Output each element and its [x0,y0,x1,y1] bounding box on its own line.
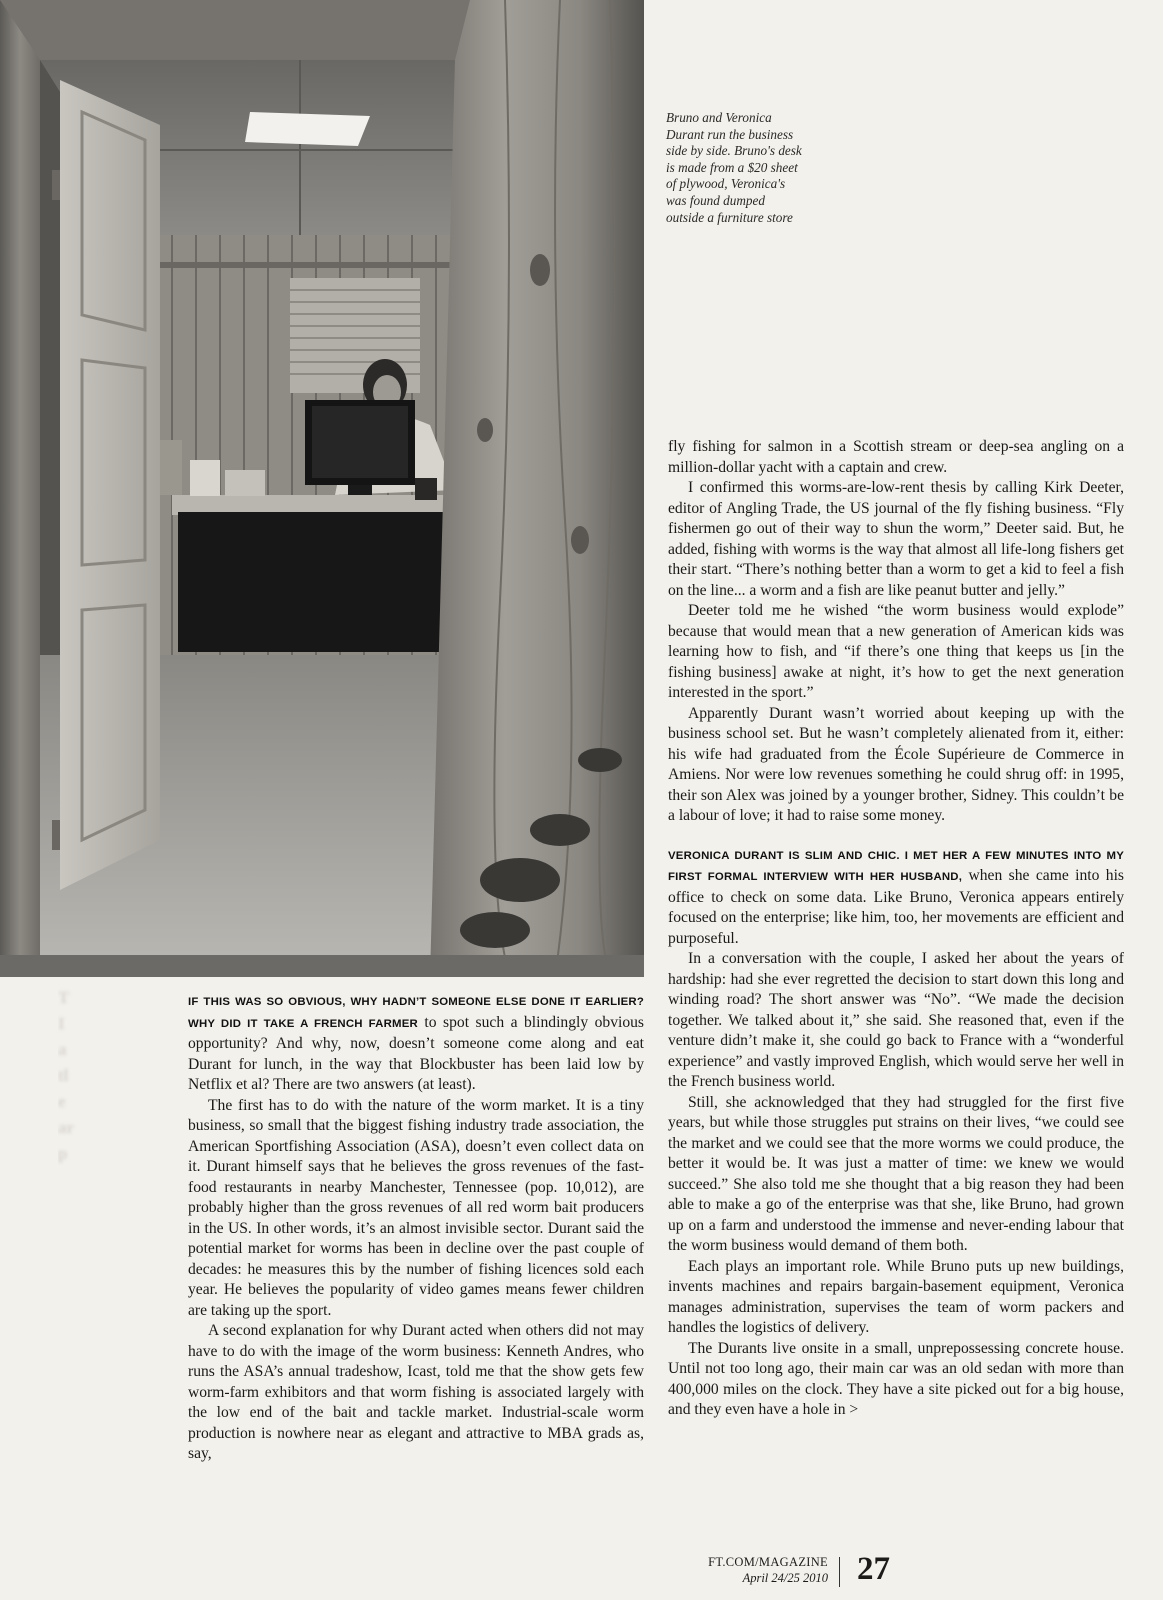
footer-divider [839,1557,840,1587]
footer-issue-date: April 24/25 2010 [742,1571,828,1585]
bleed-line: ar [58,1118,75,1137]
facing-page-bleed [58,985,168,1165]
caption-line: side by side. Bruno's desk [666,143,802,159]
paragraph: Deeter told me he wished “the worm business would explode” because that would mean that a new generation of American kids was learning how to fish, and “if there’s one thing that keeps us [in the fishing business] awake at night, it’s how to get the next generation interested in the sport.” [668,602,1124,701]
bleed-line: a [58,1040,67,1059]
article-column-left [188,991,644,1465]
paragraph: In a conversation with the couple, I asked her about the years of hardship: had she ever regretted the decision to start down this long and winding road? The short answer was “No”. “We made the decision together. We talked about it,” she said. She reasoned that, even if the venture didn’t make it, she could go back to France with a “wonderful experience” and vastly improved English, which would serve her well in the French business world. [668,950,1124,1090]
paragraph [668,845,1124,950]
caption-line: is made from a $20 sheet [666,159,798,175]
paragraph: The first has to do with the nature of the worm market. It is a tiny business, so small that the biggest fishing industry trade association, the American Sportfishing Association (ASA), doesn’t even collect data on it. Durant himself says that he believes the gross revenues of the fast-food restaurants in nearby Manchester, Tennessee (pop. 10,012), are probably higher than the gross revenues of all red worm bait producers in the US. In other words, it’s an almost invisible sector. Durant said the potential market for worms has been in decline over the past couple of decades: he measures this by the number of fishing licences sold each year. He believes the popularity of video games means fewer children are taking up the sport. [188,1096,644,1319]
paragraph: I confirmed this worms-are-low-rent thesis by calling Kirk Deeter, editor of Angling Trade, the US journal of the fly fishing business. “Fly fishermen go out of their way to shun the worm,” Deeter said. But, he added, fishing with worms is the way that almost all life-long fishers get their start. “There’s nothing better than a worm to get a kid to feel a fish on the line... a worm and a fish are like peanut butter and jelly.” [668,479,1124,599]
caption-line: Bruno and Veronica [666,110,772,125]
paragraph [188,991,644,1096]
caption-line: was found dumped [666,192,765,208]
paragraph: Apparently Durant wasn’t worried about keeping up with the business school set. But he wasn’t completely alienated from it, either: his wife had graduated from the École Supérieure de Commerce in Amiens. Nor were low revenues something he could shrug off: in 1995, their son Alex was joined by a younger brother, Sidney. This couldn’t be a labour of love; it had to raise some money. [668,704,1124,824]
page-footer [690,1551,890,1595]
office-doorway-photo [0,0,644,977]
caption-line: of plywood, Veronica's [666,176,786,192]
paragraph: Still, she acknowledged that they had struggled for the first five years, but while those struggles put strains on their lives, “we could see the market and we could see that the more worms we could produce, the better it would be. It was just a matter of time: we knew we would succeed.” She also told me she thought that a big reason they had been able to make a go of the enterprise was that she, like Bruno, had grown up on a farm and understood the immense and never-ending labour that the worm business would demand of them both. [668,1093,1124,1254]
page-number: 27 [857,1551,890,1587]
paragraph: fly fishing for salmon in a Scottish stream or deep-sea angling on a million-dollar yacht with a captain and crew. [668,438,1124,476]
bleed-line: I [58,1014,65,1033]
caption-line: Durant run the business [666,126,794,142]
paragraph-text: to spot such a blindingly obvious opportunity? And why, now, doesn’t someone come along and eat Durant for lunch, in the way that Blockbuster has been laid low by Netflix et al? There are two answers (at least). [188,1013,645,1093]
paragraph: A second explanation for why Durant acted when others did not may have to do with the image of the worm business: Kenneth Andres, who runs the ASA’s annual tradeshow, Icast, told me that the show gets few worm-farm exhibitors and that worm fishing is associated largely with the low end of the bait and tackle market. Industrial-scale worm production is nowhere near as elegant and attractive to MBA grads as, say, [188,1322,644,1462]
section-lead-in: IF THIS WAS SO OBVIOUS, WHY HADN’T SOMEONE ELSE DONE IT EARLIER? WHY DID IT TAKE A FRENCH FARMER [188,996,644,1030]
paragraph: The Durants live onsite in a small, unprepossessing concrete house. Until not too long ago, their main car was an old sedan with more than 400,000 miles on the clock. They have a site picked out for a big house, and they even have a hole in > [668,1339,1124,1418]
bleed-line: p [58,1144,68,1163]
article-column-right [668,437,1124,1421]
photo-caption [666,110,846,226]
caption-line: outside a furniture store [666,209,793,225]
bleed-line: e [58,1092,66,1111]
paragraph-text: when she came into his office to check on some data. Like Bruno, Veronica appears entirely focused on the enterprise; like him, too, her movements are efficient and purposeful. [668,867,1124,947]
bleed-line: tl [58,1066,69,1085]
paragraph: Each plays an important role. While Bruno puts up new buildings, invents machines and repairs bargain-basement equipment, Veronica manages administration, supervises the team of worm packers and handles the logistics of delivery. [668,1257,1124,1336]
section-lead-in: VERONICA DURANT IS SLIM AND CHIC. I MET HER A FEW MINUTES INTO MY FIRST FORMAL INTERVIEW WITH HER HUSBAND, [668,849,1124,883]
bleed-line: T [58,988,70,1007]
footer-site-url: FT.COM/MAGAZINE [708,1555,828,1569]
